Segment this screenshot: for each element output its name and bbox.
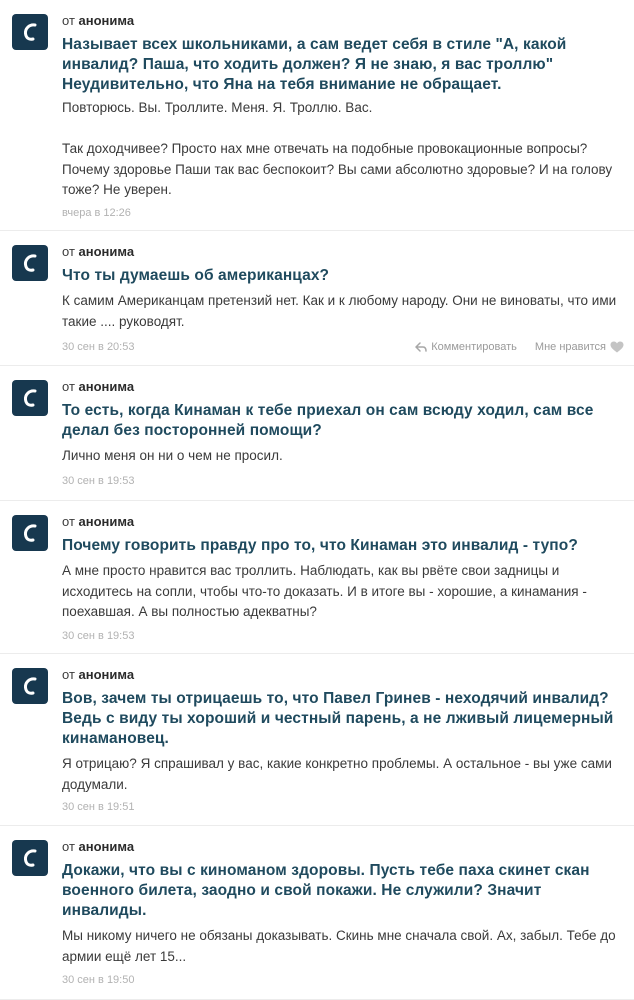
question-author: от анонима — [62, 839, 135, 854]
author-name[interactable]: анонима — [78, 13, 135, 28]
author-name[interactable]: анонима — [78, 244, 135, 259]
avatar[interactable] — [12, 515, 48, 551]
answer-paragraph: Лично меня он ни о чем не просил. — [62, 448, 283, 463]
heart-icon — [610, 341, 624, 353]
anonymous-c-icon — [21, 847, 39, 869]
comment-button[interactable] — [415, 340, 517, 354]
like-label: Мне нравится — [534, 341, 606, 353]
reply-arrow-icon — [415, 342, 427, 352]
answer-text — [62, 926, 628, 967]
author-name[interactable]: анонима — [78, 379, 135, 394]
question-author: от анонима — [62, 667, 135, 682]
avatar[interactable] — [12, 380, 48, 416]
answer-time[interactable]: вчера в 12:26 — [62, 207, 131, 219]
question-text[interactable]: Вов, зачем ты отрицаешь то, что Павел Гринев - неходячий инвалид? Ведь с виду ты хороший и честный парень, а не лживый лицемерный кинамановец. — [62, 690, 614, 747]
avatar[interactable] — [12, 14, 48, 50]
answer-card — [0, 0, 634, 231]
answer-time[interactable]: 30 сен в 19:50 — [62, 974, 135, 986]
anonymous-c-icon — [21, 387, 39, 409]
answer-paragraph: Я отрицаю? Я спрашивал у вас, какие конкретно проблемы. А остальное - вы уже сами додумали. — [62, 756, 612, 792]
question-text[interactable]: Докажи, что вы с киноманом здоровы. Пусть тебе паха скинет скан военного билета, заодно и свой покажи. Не служили? Значит инвалиды. — [62, 862, 590, 919]
answer-card — [0, 826, 634, 1000]
answer-card — [0, 501, 634, 654]
answer-time[interactable]: 30 сен в 20:53 — [62, 341, 135, 353]
author-name[interactable]: анонима — [78, 667, 135, 682]
answer-paragraph: А мне просто нравится вас троллить. Наблюдать, как вы рвёте свои задницы и исходитесь на сопли, чтобы что-то доказать. И в итоге вы - хорошие, а кинамания - поехавшая. А вы полностью адекватны? — [62, 563, 587, 619]
anonymous-c-icon — [21, 675, 39, 697]
answer-text — [62, 754, 628, 795]
answer-paragraph: К самим Американцам претензий нет. Как и к любому народу. Они не виноваты, что ими такие .... руководят. — [62, 293, 617, 329]
answer-time[interactable]: 30 сен в 19:53 — [62, 630, 135, 642]
anonymous-c-icon — [21, 252, 39, 274]
answer-time[interactable]: 30 сен в 19:51 — [62, 801, 135, 813]
author-name[interactable]: анонима — [78, 514, 135, 529]
avatar[interactable] — [12, 245, 48, 281]
answer-paragraph: Так доходчивее? Просто нах мне отвечать на подобные провокационные вопросы? Почему здоровье Паши так вас беспокоит? Вы сами абсолютно здоровые? И на голову тоже? Не уверен. — [62, 141, 613, 197]
anonymous-c-icon — [21, 21, 39, 43]
answer-paragraph: Мы никому ничего не обязаны доказывать. Скинь мне сначала свой. Ах, забыл. Тебе до армии ещё лет 15... — [62, 928, 616, 964]
answer-actions — [415, 340, 624, 354]
answer-card — [0, 231, 634, 366]
answer-time[interactable]: 30 сен в 19:53 — [62, 475, 135, 487]
question-author: от анонима — [62, 13, 135, 28]
avatar[interactable] — [12, 840, 48, 876]
question-text[interactable]: Что ты думаешь об американцах? — [62, 267, 330, 284]
like-button[interactable] — [535, 340, 624, 354]
answer-text — [62, 291, 628, 332]
question-text[interactable]: Почему говорить правду про то, что Кинаман это инвалид - тупо? — [62, 537, 578, 554]
question-text[interactable]: То есть, когда Кинаман к тебе приехал он сам всюду ходил, сам все делал без посторонней помощи? — [62, 402, 594, 439]
answer-text — [62, 98, 628, 201]
answer-card — [0, 366, 634, 501]
answer-card — [0, 654, 634, 826]
question-author: от анонима — [62, 514, 135, 529]
comment-label: Комментировать — [431, 341, 517, 353]
question-author: от анонима — [62, 244, 135, 259]
author-name[interactable]: анонима — [78, 839, 135, 854]
question-text[interactable]: Называет всех школьниками, а сам ведет себя в стиле "А, какой инвалид? Паша, что ходить должен? Я не знаю, я вас троллю" Неудивительно, что Яна на тебя внимание не обращает. — [62, 36, 567, 93]
anonymous-c-icon — [21, 522, 39, 544]
avatar[interactable] — [12, 668, 48, 704]
answer-paragraph: Повторюсь. Вы. Троллите. Меня. Я. Троллю. Вас. — [62, 100, 373, 115]
answer-text — [62, 446, 628, 467]
question-author: от анонима — [62, 379, 135, 394]
answer-text — [62, 561, 628, 623]
